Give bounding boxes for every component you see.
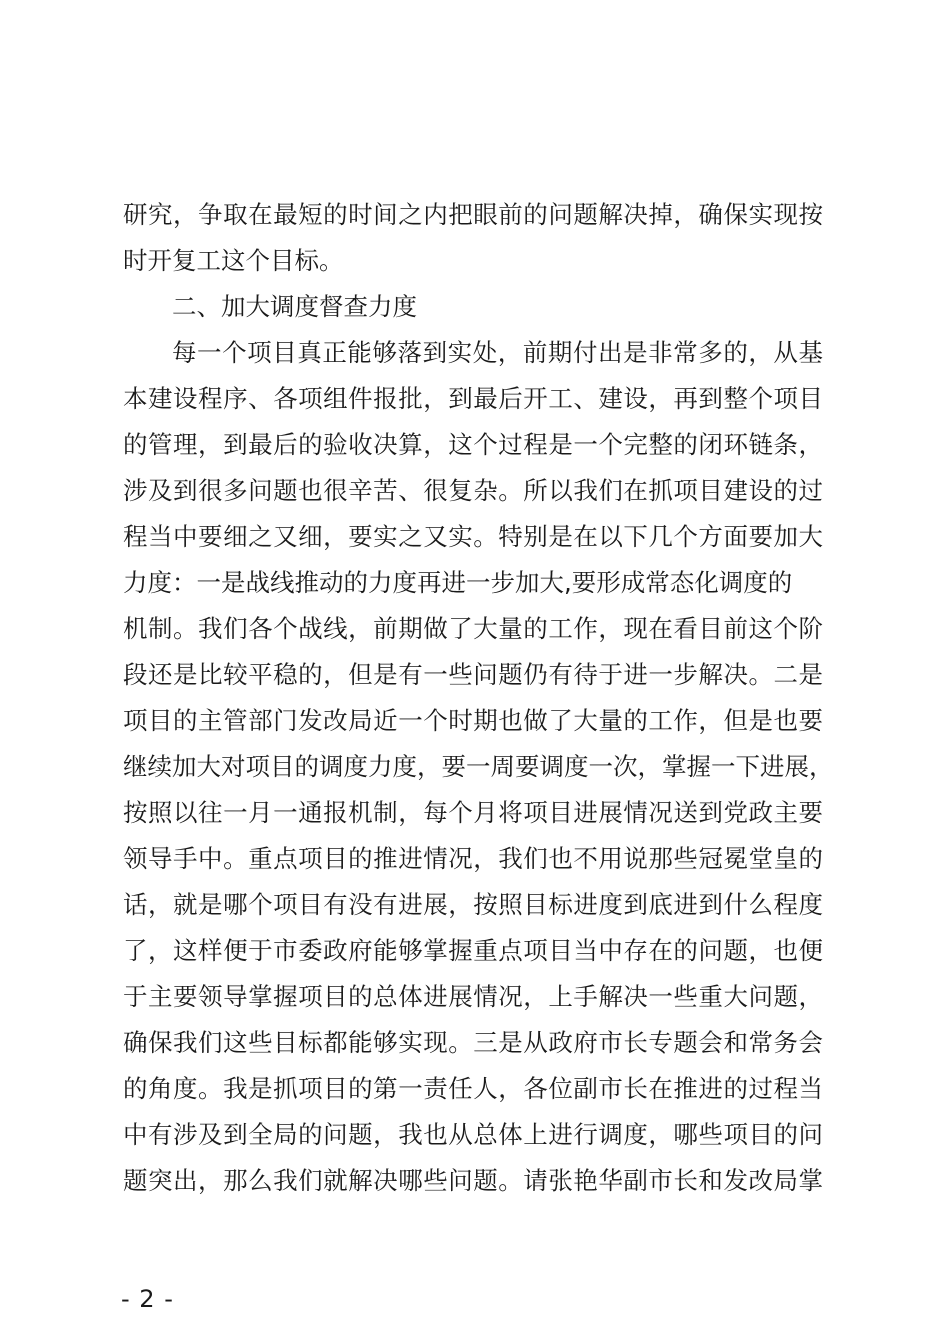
- text-line: 本建设程序、各项组件报批，到最后开工、建设，再到整个项目: [123, 384, 823, 413]
- text-line: 程当中要细之又细，要实之又实。特别是在以下几个方面要加大: [123, 522, 823, 551]
- text-line: 项目的主管部门发改局近一个时期也做了大量的工作，但是也要: [123, 706, 823, 735]
- text-line: 按照以往一月一通报机制，每个月将项目进展情况送到党政主要: [123, 798, 823, 827]
- section-heading: 二、加大调度督查力度: [172, 292, 417, 321]
- text-line: 机制。我们各个战线，前期做了大量的工作，现在看目前这个阶: [123, 614, 823, 643]
- text-line: 研究，争取在最短的时间之内把眼前的问题解决掉，确保实现按: [123, 200, 823, 229]
- document-body: [123, 192, 834, 1204]
- text-line: 的角度。我是抓项目的第一责任人，各位副市长在推进的过程当: [123, 1074, 823, 1103]
- text-line: 段还是比较平稳的，但是有一些问题仍有待于进一步解决。二是: [123, 660, 823, 689]
- page-number: - 2 -: [121, 1285, 174, 1313]
- text-line: 题突出，那么我们就解决哪些问题。请张艳华副市长和发改局掌: [123, 1166, 823, 1195]
- text-line: 每一个项目真正能够落到实处，前期付出是非常多的，从基: [172, 338, 823, 367]
- text-line: 中有涉及到全局的问题，我也从总体上进行调度，哪些项目的问: [123, 1120, 823, 1149]
- text-line: 于主要领导掌握项目的总体进展情况，上手解决一些重大问题，: [123, 982, 823, 1011]
- text-line: 的管理，到最后的验收决算，这个过程是一个完整的闭环链条，: [123, 430, 823, 459]
- text-line: 涉及到很多问题也很辛苦、很复杂。所以我们在抓项目建设的过: [123, 476, 823, 505]
- text-line: 话，就是哪个项目有没有进展，按照目标进度到底进到什么程度: [123, 890, 823, 919]
- text-line: 继续加大对项目的调度力度，要一周要调度一次，掌握一下进展，: [123, 752, 834, 781]
- text-line: 确保我们这些目标都能够实现。三是从政府市长专题会和常务会: [123, 1028, 823, 1057]
- text-line: 了，这样便于市委政府能够掌握重点项目当中存在的问题，也便: [123, 936, 823, 965]
- text-line: 时开复工这个目标。: [123, 246, 344, 275]
- text-line: 领导手中。重点项目的推进情况，我们也不用说那些冠冕堂皇的: [123, 844, 823, 873]
- text-line: 力度：一是战线推动的力度再进一步加大,要形成常态化调度的: [123, 568, 793, 597]
